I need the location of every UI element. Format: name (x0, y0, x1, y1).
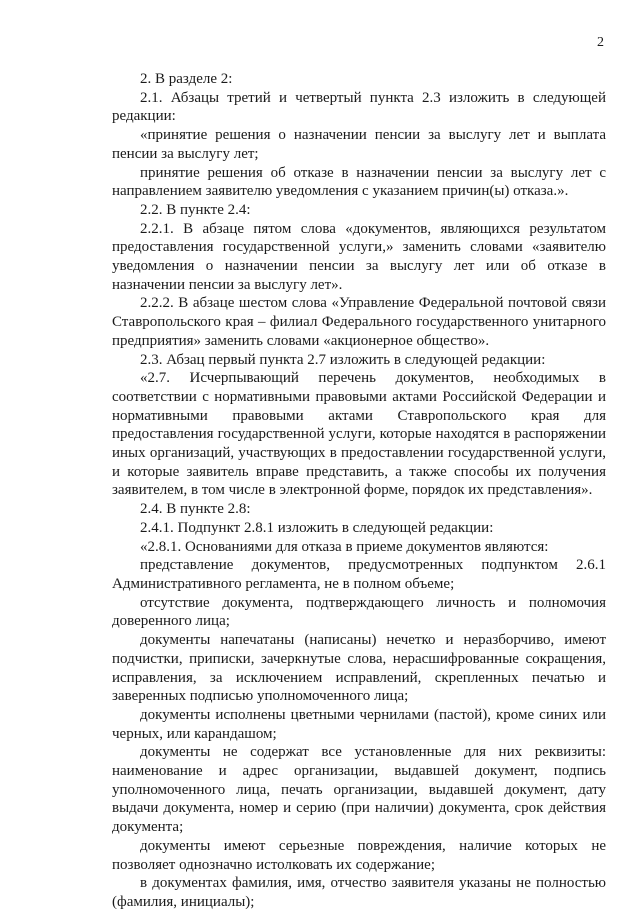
page-number: 2 (597, 35, 604, 50)
paragraph-2-8-1: «2.8.1. Основаниями для отказа в приеме документов являются: (140, 538, 549, 555)
paragraph-2-2: 2.2. В пункте 2.4: (140, 201, 251, 218)
paragraph-2-1: 2.1. Абзацы третий и четвертый пункта 2.3 изложить в следующей редакции: (112, 89, 606, 125)
paragraph-2-4: 2.4. В пункте 2.8: (140, 501, 251, 518)
list-item-colored-ink: документы исполнены цветными чернилами (пастой), кроме синих или черных, или карандашом; (112, 706, 606, 742)
list-item-incomplete-name: в документах фамилия, имя, отчество заявителя указаны не полностью (фамилия, инициалы); (112, 875, 606, 910)
list-item-illegible-documents: документы напечатаны (написаны) нечетко и неразборчиво, имеют подчистки, приписки, зачеркнутые слова, нерасшифрованные сокращения, исправления, за исключением исправлений, скрепленных печатью и заверенных подписью уполномоченного лица; (112, 632, 606, 705)
list-item-damaged-documents: документы имеют серьезные повреждения, наличие которых не позволяет однозначно истолковать их содержание; (112, 837, 606, 873)
paragraph-2-1-quote-2: принятие решения об отказе в назначении пенсии за выслугу лет с направлением заявителю уведомления с указанием причин(ы) отказа.». (112, 164, 606, 200)
document-body (112, 70, 606, 912)
paragraph-2-1-quote-1: «принятие решения о назначении пенсии за выслугу лет и выплата пенсии за выслугу лет; (112, 127, 606, 162)
paragraph-2-2-2: 2.2.2. В абзаце шестом слова «Управление Федеральной почтовой связи Ставропольского края – филиал Федерального государственного унитарного предприятия» заменить словами «акционерное общество». (112, 295, 606, 349)
paragraph-2-3: 2.3. Абзац первый пункта 2.7 изложить в следующей редакции: (140, 351, 546, 368)
list-item-missing-requisites: документы не содержат все установленные для них реквизиты: наименование и адрес организации, выдавшей документ, подпись уполномоченного лица, печать организации, выдавшей документ, дату выдачи документа, номер и серию (при наличии) документа, срок действия документа; (112, 744, 606, 836)
paragraph-2-4-1: 2.4.1. Подпункт 2.8.1 изложить в следующей редакции: (140, 519, 494, 536)
paragraph-2-7-text: «2.7. Исчерпывающий перечень документов, необходимых в соответствии с нормативными правовыми актами Российской Федерации и нормативными правовыми актами Ставропольского края для предоставления государственной услуги, которые находятся в распоряжении иных организаций, участвующих в предоставлении государственной услуги, и которые заявитель вправе представить, а также способы их получения заявителем, в том числе в электронной форме, порядок их представления». (112, 370, 606, 499)
paragraph-2-2-1: 2.2.1. В абзаце пятом слова «документов, являющихся результатом предоставления государственной услуги,» заменить словами «заявителю уведомления о назначении пенсии за выслугу лет или об отказе в назначении пенсии за выслугу лет». (112, 220, 606, 293)
list-item-incomplete-documents: представление документов, предусмотренных подпунктом 2.6.1 Административного регламента, не в полном объеме; (112, 557, 606, 592)
paragraph-section-2: 2. В разделе 2: (140, 71, 233, 87)
list-item-missing-identity: отсутствие документа, подтверждающего личность и полномочия доверенного лица; (112, 594, 606, 630)
